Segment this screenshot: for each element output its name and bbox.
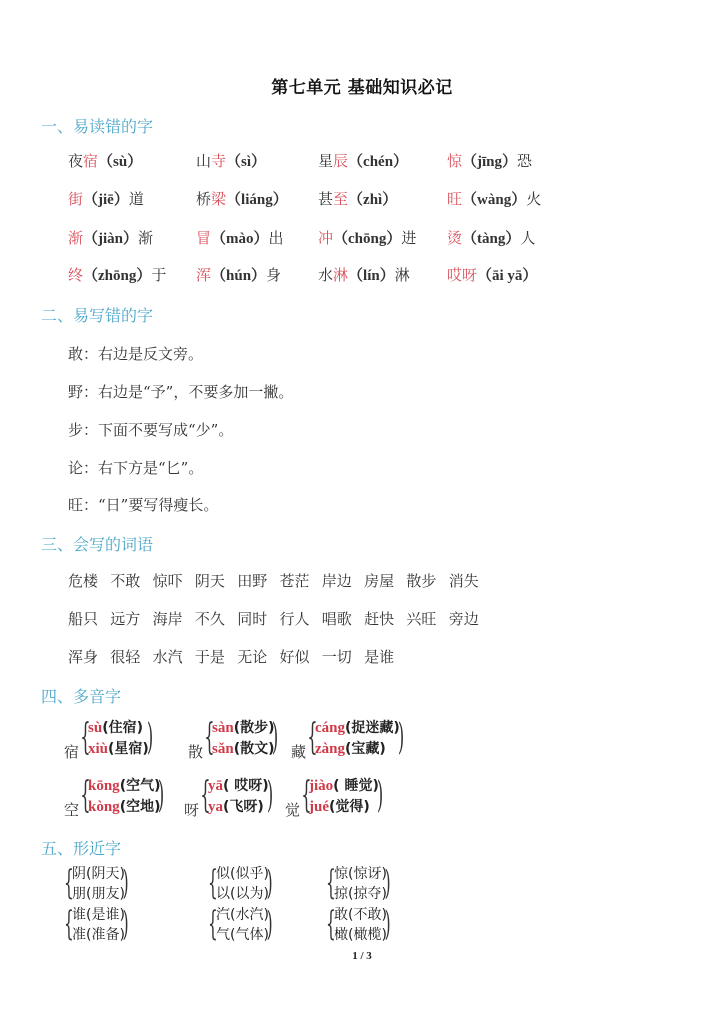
similar-char-word: 气(气体) [216,927,269,943]
polyphone-reading [212,718,274,739]
char-plain: 甚 [318,190,334,208]
pinyin: （mào） [211,231,269,247]
vocab-word: 远方 [110,610,141,628]
polyphone-readings [309,776,379,818]
example-word: (散文) [233,741,275,757]
pinyin: yā [208,778,223,794]
similar-char-pair [334,864,387,904]
right-brace: ) [266,775,274,816]
similar-char-group [208,864,318,906]
similar-char-word: 汽(水汽) [216,907,269,923]
char-highlight: 辰 [333,152,349,170]
vocab-word: 一切 [321,648,352,666]
right-brace: ) [122,863,129,903]
char-plain: 桥 [196,190,212,208]
left-brace: { [325,863,336,903]
similar-char-group [208,905,318,947]
similar-char-word: 橄(橄榄) [334,927,387,943]
char-highlight: 浑 [196,266,212,284]
misread-char-item [447,150,532,171]
example-word: (捉迷藏) [345,720,400,736]
polyphone-reading [315,739,400,760]
left-brace: { [200,775,211,816]
similar-char-group [326,905,436,947]
vocab-word: 浑身 [68,648,99,666]
similar-char-pair [334,905,387,945]
misread-char-item [68,150,142,171]
vocab-word: 田野 [237,572,268,590]
right-brace: ) [397,717,405,758]
pinyin: kòng [88,799,120,815]
vocab-word: 惊吓 [152,572,183,590]
vocab-word: 行人 [279,610,310,628]
polyphone-group [64,776,204,820]
left-brace: { [301,775,312,816]
polyphone-char: 藏 [291,743,307,761]
pinyin: （jīng） [462,154,518,170]
char-highlight: 冒 [196,229,212,247]
misread-char-item [447,227,535,248]
similar-char-pair [72,864,125,904]
pinyin: cáng [315,720,345,736]
char-highlight: 终 [68,266,84,284]
pinyin: jué [309,799,329,815]
polyphone-readings [208,776,269,818]
polyphone-reading [208,797,269,818]
vocab-word: 赶快 [364,610,395,628]
right-brace: ) [122,904,129,944]
right-brace: ) [266,863,273,903]
polyphone-readings [212,718,274,760]
similar-char-word: 似(似乎) [216,866,269,882]
vocab-word: 很轻 [110,648,141,666]
left-brace: { [204,717,215,758]
miswrite-note: 旺：“日”要写得瘦长。 [68,496,219,514]
polyphone-char: 空 [64,801,80,819]
pinyin: jiào [309,778,334,794]
misread-char-item [318,150,408,171]
polyphone-group [285,776,425,820]
pinyin: （lín） [348,268,395,284]
misread-char-item [447,188,541,209]
similar-char-group [64,864,174,906]
right-brace: ) [146,717,154,758]
section-heading-5: 五、形近字 [41,839,122,858]
pinyin: （zhōng） [83,268,152,284]
pinyin: （chōng） [333,231,402,247]
example-word: (宝藏) [345,741,386,757]
pinyin: zàng [315,741,345,757]
pinyin: （liáng） [226,192,288,208]
right-brace: ) [157,775,165,816]
similar-char-word: 掠(掠夺) [334,886,387,902]
pinyin: （tàng） [462,231,521,247]
pinyin: sù [88,720,103,736]
pinyin: （āi yā） [477,268,538,284]
miswrite-note: 野：右边是“予”，不要多加一撇。 [68,383,294,401]
misread-char-item [447,264,537,285]
page-title: 第七单元 基础知识必记 [271,78,453,98]
vocab-word: 于是 [194,648,225,666]
similar-char-pair [216,905,269,945]
similar-char-word: 惊(惊讶) [334,866,387,882]
pinyin: （hún） [211,268,267,284]
vocab-word: 房屋 [364,572,395,590]
section-heading-1: 一、易读错的字 [41,117,154,136]
example-word: (星宿) [108,741,149,757]
vocab-word: 不敢 [110,572,141,590]
char-highlight: 至 [333,190,349,208]
polyphone-char: 觉 [285,801,301,819]
example-word: ( 哎呀) [223,778,269,794]
char-highlight: 冲 [318,229,334,247]
page-number: 1 / 3 [352,950,372,962]
similar-char-word: 敢(不敢) [334,907,387,923]
vocab-word: 不久 [194,610,225,628]
vocab-word: 是谁 [364,648,395,666]
pinyin: sǎn [212,741,234,757]
misread-char-item [318,264,410,285]
pinyin: ya [208,799,223,815]
left-brace: { [307,717,318,758]
polyphone-char: 散 [188,743,204,761]
misread-char-item [68,188,144,209]
polyphone-readings [88,776,160,818]
pinyin: （sù） [98,154,143,170]
polyphone-readings [88,718,149,760]
example-word: (散步) [233,720,275,736]
polyphone-group [64,718,204,762]
char-highlight: 惊 [447,152,463,170]
pinyin: kōng [88,778,120,794]
polyphone-char: 呀 [184,801,200,819]
right-brace: ) [271,717,279,758]
similar-char-group [64,905,174,947]
char-plain: 道 [128,190,144,208]
similar-char-word: 谁(是谁) [72,907,125,923]
polyphone-char: 宿 [64,743,80,761]
char-highlight: 淋 [333,266,349,284]
misread-char-item [68,227,153,248]
polyphone-reading [88,739,149,760]
miswrite-note: 论：右下方是“匕”。 [68,459,204,477]
left-brace: { [325,904,336,944]
char-highlight: 街 [68,190,84,208]
left-brace: { [63,904,74,944]
example-word: ( 睡觉) [333,778,379,794]
similar-char-pair [216,864,269,904]
vocab-word: 水汽 [152,648,183,666]
misread-char-item [318,188,397,209]
vocab-word: 好似 [279,648,310,666]
misread-char-item [196,188,288,209]
char-highlight: 渐 [68,229,84,247]
pinyin: （jiàn） [83,231,139,247]
vocab-word: 无论 [237,648,268,666]
example-word: (觉得) [329,799,370,815]
misread-char-item [196,264,281,285]
vocab-word: 海岸 [152,610,183,628]
miswrite-note: 步：下面不要写成“少”。 [68,421,234,439]
pinyin: （sì） [226,154,267,170]
similar-char-word: 准(准备) [72,927,125,943]
similar-char-word: 阴(阴天) [72,866,125,882]
right-brace: ) [376,775,384,816]
polyphone-reading [88,718,149,739]
polyphone-reading [208,776,269,797]
polyphone-readings [315,718,400,760]
char-plain: 恐 [517,152,533,170]
char-plain: 身 [266,266,282,284]
char-plain: 水 [318,266,334,284]
right-brace: ) [266,904,273,944]
example-word: (空气) [119,778,161,794]
miswrite-note: 敢：右边是反文旁。 [68,345,204,363]
polyphone-reading [309,797,379,818]
example-word: (空地) [119,799,161,815]
vocab-word: 船只 [68,610,99,628]
char-plain: 淋 [394,266,410,284]
char-plain: 于 [151,266,167,284]
similar-char-group [326,864,436,906]
vocab-word: 危楼 [68,572,99,590]
polyphone-group [291,718,431,762]
similar-char-word: 以(以为) [216,886,269,902]
pinyin: （wàng） [462,192,527,208]
left-brace: { [207,904,218,944]
section-heading-4: 四、多音字 [41,687,122,706]
pinyin: sàn [212,720,234,736]
left-brace: { [80,775,91,816]
section-heading-2: 二、易写错的字 [41,306,154,325]
polyphone-reading [88,797,160,818]
left-brace: { [207,863,218,903]
polyphone-reading [315,718,400,739]
vocab-word: 兴旺 [406,610,437,628]
char-highlight: 寺 [211,152,227,170]
misread-char-item [196,150,266,171]
char-highlight: 烫 [447,229,463,247]
char-plain: 出 [268,229,284,247]
char-plain: 山 [196,152,212,170]
misread-char-item [318,227,416,248]
left-brace: { [80,717,91,758]
pinyin: （chén） [348,154,409,170]
char-highlight: 宿 [83,152,99,170]
right-brace: ) [384,863,391,903]
vocab-word: 唱歌 [321,610,352,628]
pinyin: （jiē） [83,192,129,208]
char-plain: 人 [520,229,536,247]
similar-char-pair [72,905,125,945]
misread-char-item [196,227,284,248]
char-highlight: 哎呀 [447,266,478,284]
similar-char-word: 朋(朋友) [72,886,125,902]
char-highlight: 旺 [447,190,463,208]
polyphone-reading [212,739,274,760]
vocab-word: 苍茫 [279,572,310,590]
polyphone-reading [88,776,160,797]
section-heading-3: 三、会写的词语 [41,535,154,554]
pinyin: xiù [88,741,109,757]
vocab-word: 旁边 [448,610,479,628]
vocab-word: 阴天 [194,572,225,590]
char-plain: 星 [318,152,334,170]
char-plain: 渐 [138,229,154,247]
char-plain: 火 [526,190,542,208]
vocab-word: 同时 [237,610,268,628]
example-word: (住宿) [102,720,143,736]
example-word: (飞呀) [223,799,264,815]
char-plain: 进 [401,229,417,247]
vocab-word: 消失 [448,572,479,590]
polyphone-reading [309,776,379,797]
char-highlight: 梁 [211,190,227,208]
left-brace: { [63,863,74,903]
misread-char-item [68,264,166,285]
vocab-word: 散步 [406,572,437,590]
pinyin: （zhì） [348,192,398,208]
right-brace: ) [384,904,391,944]
vocab-word: 岸边 [321,572,352,590]
char-plain: 夜 [68,152,84,170]
